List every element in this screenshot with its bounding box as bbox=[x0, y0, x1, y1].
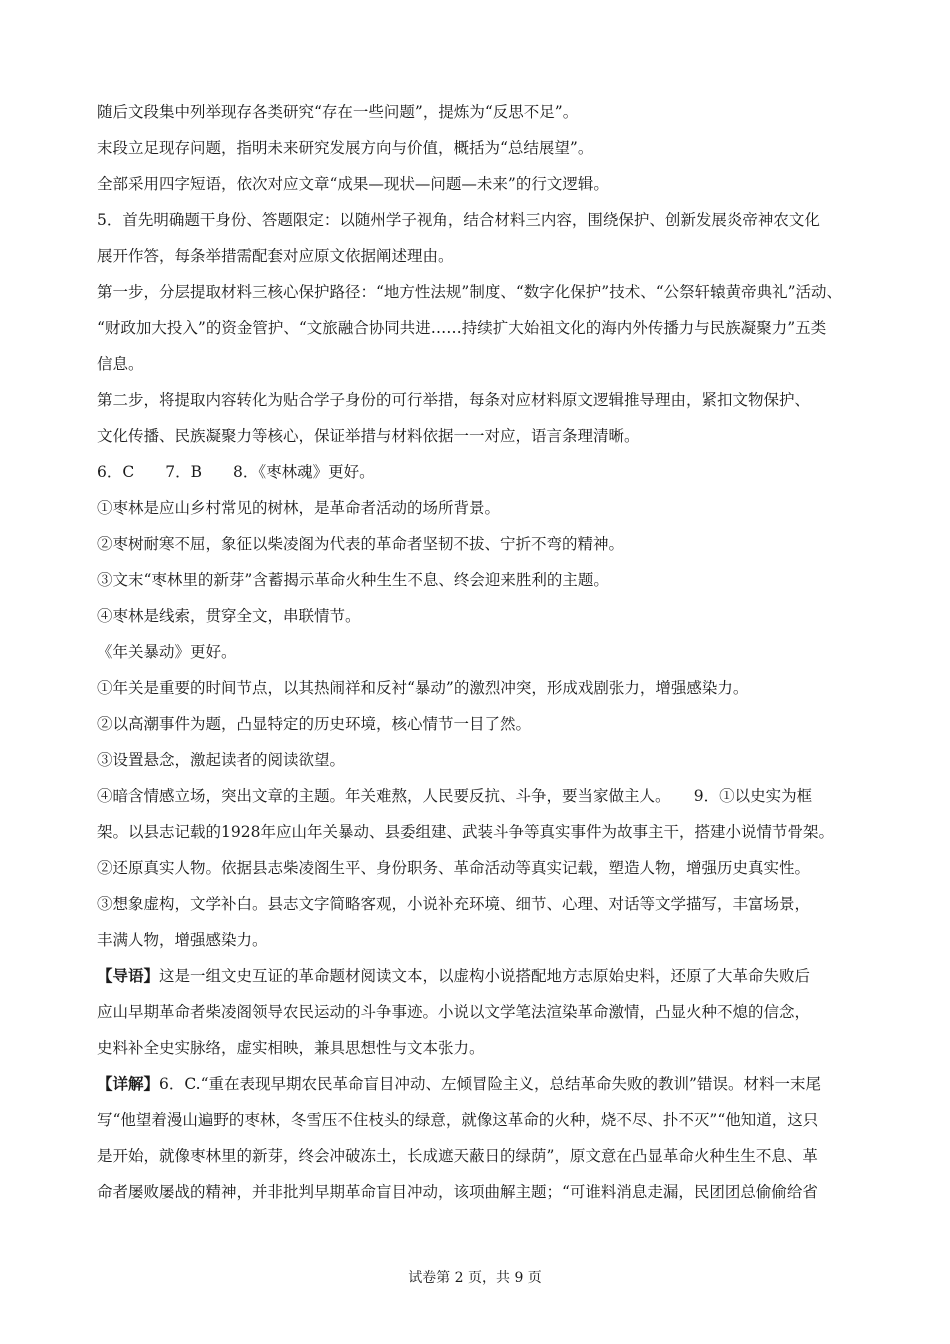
question-5-line: 5．首先明确题干身份、答题限定：以随州学子视角，结合材料三内容，围绕保护、创新发展炎帝神农文化 bbox=[97, 211, 820, 229]
text-line: ④枣林是线索，贯穿全文，串联情节。 bbox=[97, 607, 361, 625]
xiangjie-line bbox=[97, 1066, 857, 1102]
page-footer: 试卷第 2 页，共 9 页 bbox=[408, 1270, 542, 1286]
text-line: ①年关是重要的时间节点，以其热闹祥和反衬“暴动”的激烈冲突，形成戏剧张力，增强感染力。 bbox=[97, 679, 749, 697]
text-line: 应山早期革命者柴凌阁领导农民运动的斗争事迹。小说以文学笔法渲染革命激情，凸显火种不熄的信念， bbox=[97, 1003, 811, 1021]
text-line: 末段立足现存问题，指明未来研究发展方向与价值，概括为“总结展望”。 bbox=[97, 139, 594, 157]
text-line: 第一步，分层提取材料三核心保护路径：“地方性法规”制度、“数字化保护”技术、“公祭轩辕黄帝典礼”活动、 bbox=[97, 283, 843, 301]
text-line: ④暗含情感立场，突出文章的主题。年关难熬，人民要反抗、斗争，要当家做主人。 9．①以史实为框 bbox=[97, 787, 813, 805]
text-line: ②枣树耐寒不屈，象征以柴凌阁为代表的革命者坚韧不拔、宁折不弯的精神。 bbox=[97, 535, 625, 553]
text-line: 展开作答，每条举措需配套对应原文依据阐述理由。 bbox=[97, 247, 454, 265]
daoyu-text: 这是一组文史互证的革命题材阅读文本，以虚构小说搭配地方志原始史料，还原了大革命失败后 bbox=[159, 967, 811, 985]
text-line: ②以高潮事件为题，凸显特定的历史环境，核心情节一目了然。 bbox=[97, 715, 532, 733]
answer-content bbox=[97, 94, 857, 1210]
text-line: ③文末“枣林里的新芽”含蓄揭示革命火种生生不息、终会迎来胜利的主题。 bbox=[97, 571, 609, 589]
text-line: 随后文段集中列举现存各类研究“存在一些问题”，提炼为“反思不足”。 bbox=[97, 103, 579, 121]
text-line: 丰满人物，增强感染力。 bbox=[97, 931, 268, 949]
text-line: ③设置悬念，激起读者的阅读欲望。 bbox=[97, 751, 346, 769]
xiangjie-label: 【详解】 bbox=[97, 1074, 160, 1093]
text-line: ③想象虚构，文学补白。县志文字简略客观，小说补充环境、细节、心理、对话等文学描写，丰富场景， bbox=[97, 895, 811, 913]
text-line: ②还原真实人物。依据县志柴凌阁生平、身份职务、革命活动等真实记载，塑造人物，增强历史真实性。 bbox=[97, 859, 811, 877]
daoyu-label: 【导语】 bbox=[97, 966, 160, 985]
text-line: 架。以县志记载的1928年应山年关暴动、县委组建、武装斗争等真实事件为故事主干，搭建小说情节骨架。 bbox=[97, 823, 834, 841]
text-line: 全部采用四字短语，依次对应文章“成果—现状—问题—未来”的行文逻辑。 bbox=[97, 175, 609, 193]
text-line: 史料补全史实脉络，虚实相映，兼具思想性与文本张力。 bbox=[97, 1039, 485, 1057]
text-line: 写“他望着漫山遍野的枣林，冬雪压不住枝头的绿意，就像这革命的火种，烧不尽、扑不灭”“他知道，这只 bbox=[97, 1111, 819, 1129]
text-line: “财政加大投入”的资金管护、“文旅融合协同共进……持续扩大始祖文化的海内外传播力与民族凝聚力”五类 bbox=[97, 319, 827, 337]
answers-6-7-8-line: 6．C 7．B 8．《枣林魂》更好。 bbox=[97, 463, 375, 481]
text-line: 第二步，将提取内容转化为贴合学子身份的可行举措，每条对应材料原文逻辑推导理由，紧扣文物保护、 bbox=[97, 391, 811, 409]
text-line: 《年关暴动》更好。 bbox=[97, 643, 237, 661]
text-line: 文化传播、民族凝聚力等核心，保证举措与材料依据一一对应，语言条理清晰。 bbox=[97, 427, 640, 445]
text-line: 是开始，就像枣林里的新芽，终会冲破冻土，长成遮天蔽日的绿荫”，原文意在凸显革命火种生生不息、革 bbox=[97, 1147, 818, 1165]
text-line: 命者屡败屡战的精神，并非批判早期革命盲目冲动，该项曲解主题；“可谁料消息走漏，民团团总偷偷给省 bbox=[97, 1183, 818, 1201]
daoyu-line bbox=[97, 958, 857, 994]
text-line: ①枣林是应山乡村常见的树林，是革命者活动的场所背景。 bbox=[97, 499, 501, 517]
xiangjie-text: 6．C.“重在表现早期农民革命盲目冲动、左倾冒险主义，总结革命失败的教训”错误。材料一末尾 bbox=[159, 1075, 821, 1093]
text-line: 信息。 bbox=[97, 355, 144, 373]
